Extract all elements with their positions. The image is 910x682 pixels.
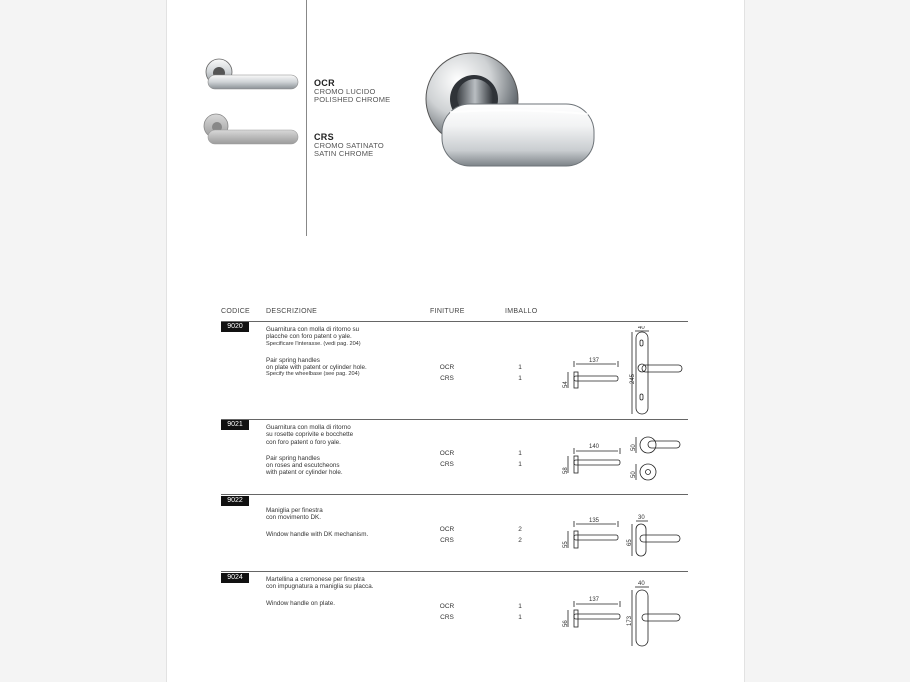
product-description bbox=[266, 507, 436, 538]
finish-list bbox=[436, 362, 458, 384]
dim-plate-height: 245 bbox=[630, 373, 636, 384]
header-finishes: FINITURE bbox=[430, 308, 465, 315]
dim-plate-width: 40 bbox=[638, 581, 645, 587]
dim-plate-height: 65 bbox=[627, 539, 633, 546]
dim-width: 30 bbox=[638, 515, 645, 521]
finish-code: OCR bbox=[314, 78, 335, 88]
row-divider bbox=[221, 571, 688, 572]
dim-escutcheon: 50 bbox=[631, 471, 637, 478]
finish-list bbox=[436, 601, 458, 623]
description-italian: Martellina a cremonese per finestra con impugnatura a maniglia su placca. bbox=[266, 576, 374, 591]
polished-chrome-thumbnail bbox=[206, 59, 298, 89]
technical-drawing-9021 bbox=[556, 432, 686, 488]
dim-length: 137 bbox=[589, 597, 600, 603]
finish-list bbox=[436, 524, 458, 546]
finish-code: CRS bbox=[440, 614, 454, 621]
packaging-quantity bbox=[514, 601, 526, 623]
finish-name-it: CROMO SATINATO bbox=[314, 141, 384, 150]
row-divider bbox=[221, 494, 688, 495]
satin-chrome-thumbnail bbox=[204, 114, 298, 144]
finish-code: CRS bbox=[314, 132, 334, 142]
technical-drawing-9022 bbox=[556, 512, 686, 562]
dim-plate-height: 173 bbox=[627, 615, 633, 626]
finish-code: OCR bbox=[439, 526, 455, 533]
product-description bbox=[266, 326, 436, 379]
dim-plate-width: 40 bbox=[638, 326, 645, 331]
quantity-value: 1 bbox=[518, 614, 522, 621]
technical-drawing-9020 bbox=[556, 326, 686, 418]
finish-label-ocr bbox=[314, 78, 390, 104]
finish-code: CRS bbox=[440, 461, 454, 468]
description-italian: Guarnitura con molla di ritorno su rosette coprivite e bocchette con foro patent o foro yale. bbox=[266, 424, 354, 446]
description-italian: Guarnitura con molla di ritorno su placche con foro patent o yale. bbox=[266, 326, 360, 341]
finish-code: OCR bbox=[439, 364, 455, 371]
finish-code: OCR bbox=[439, 603, 455, 610]
product-description bbox=[266, 576, 436, 607]
description-english: Window handle on plate. bbox=[266, 599, 335, 607]
divider-line bbox=[306, 0, 307, 236]
product-code-badge: 9024 bbox=[221, 573, 249, 583]
finish-name-en: SATIN CHROME bbox=[314, 149, 374, 158]
row-divider bbox=[221, 321, 688, 322]
finish-thumbnails bbox=[200, 54, 300, 154]
description-english: Pair spring handles on roses and escutcheons with patent or cylinder hole. bbox=[266, 454, 343, 477]
note-italian: Specificare l'interasse. (vedi pag. 204) bbox=[266, 340, 361, 347]
header-packaging: IMBALLO bbox=[505, 308, 538, 315]
dim-length: 135 bbox=[589, 518, 600, 524]
quantity-value: 1 bbox=[518, 450, 522, 457]
dim-length: 137 bbox=[589, 358, 600, 364]
quantity-value: 1 bbox=[518, 603, 522, 610]
packaging-quantity bbox=[514, 524, 526, 546]
product-photo bbox=[420, 52, 600, 182]
product-description bbox=[266, 424, 436, 477]
quantity-value: 1 bbox=[518, 364, 522, 371]
finish-list bbox=[436, 448, 458, 470]
dim-height: 58 bbox=[563, 467, 569, 474]
packaging-quantity bbox=[514, 448, 526, 470]
header-description: DESCRIZIONE bbox=[266, 308, 318, 315]
product-code-badge: 9022 bbox=[221, 496, 249, 506]
finish-name-it: CROMO LUCIDO bbox=[314, 87, 376, 96]
quantity-value: 1 bbox=[518, 461, 522, 468]
product-code-badge: 9020 bbox=[221, 322, 249, 332]
note-english: Specify the wheelbase (see pag. 204) bbox=[266, 371, 360, 378]
dim-height: 54 bbox=[563, 381, 569, 388]
dim-height: 56 bbox=[563, 620, 569, 627]
description-english: Pair spring handles on plate with patent or cylinder hole. bbox=[266, 356, 367, 372]
packaging-quantity bbox=[514, 362, 526, 384]
finish-label-crs bbox=[314, 132, 384, 158]
dim-height: 55 bbox=[563, 541, 569, 548]
finish-code: CRS bbox=[440, 375, 454, 382]
quantity-value: 2 bbox=[518, 526, 522, 533]
quantity-value: 1 bbox=[518, 375, 522, 382]
finish-name-en: POLISHED CHROME bbox=[314, 95, 391, 104]
dim-rose: 50 bbox=[631, 444, 637, 451]
finish-code: OCR bbox=[439, 450, 455, 457]
dim-length: 140 bbox=[589, 444, 600, 450]
description-italian: Maniglia per finestra con movimento DK. bbox=[266, 507, 323, 522]
quantity-value: 2 bbox=[518, 537, 522, 544]
row-divider bbox=[221, 419, 688, 420]
technical-drawing-9024 bbox=[556, 578, 686, 652]
finish-code: CRS bbox=[440, 537, 454, 544]
header-code: CODICE bbox=[221, 308, 251, 315]
description-english: Window handle with DK mechanism. bbox=[266, 530, 369, 538]
product-code-badge: 9021 bbox=[221, 420, 249, 430]
